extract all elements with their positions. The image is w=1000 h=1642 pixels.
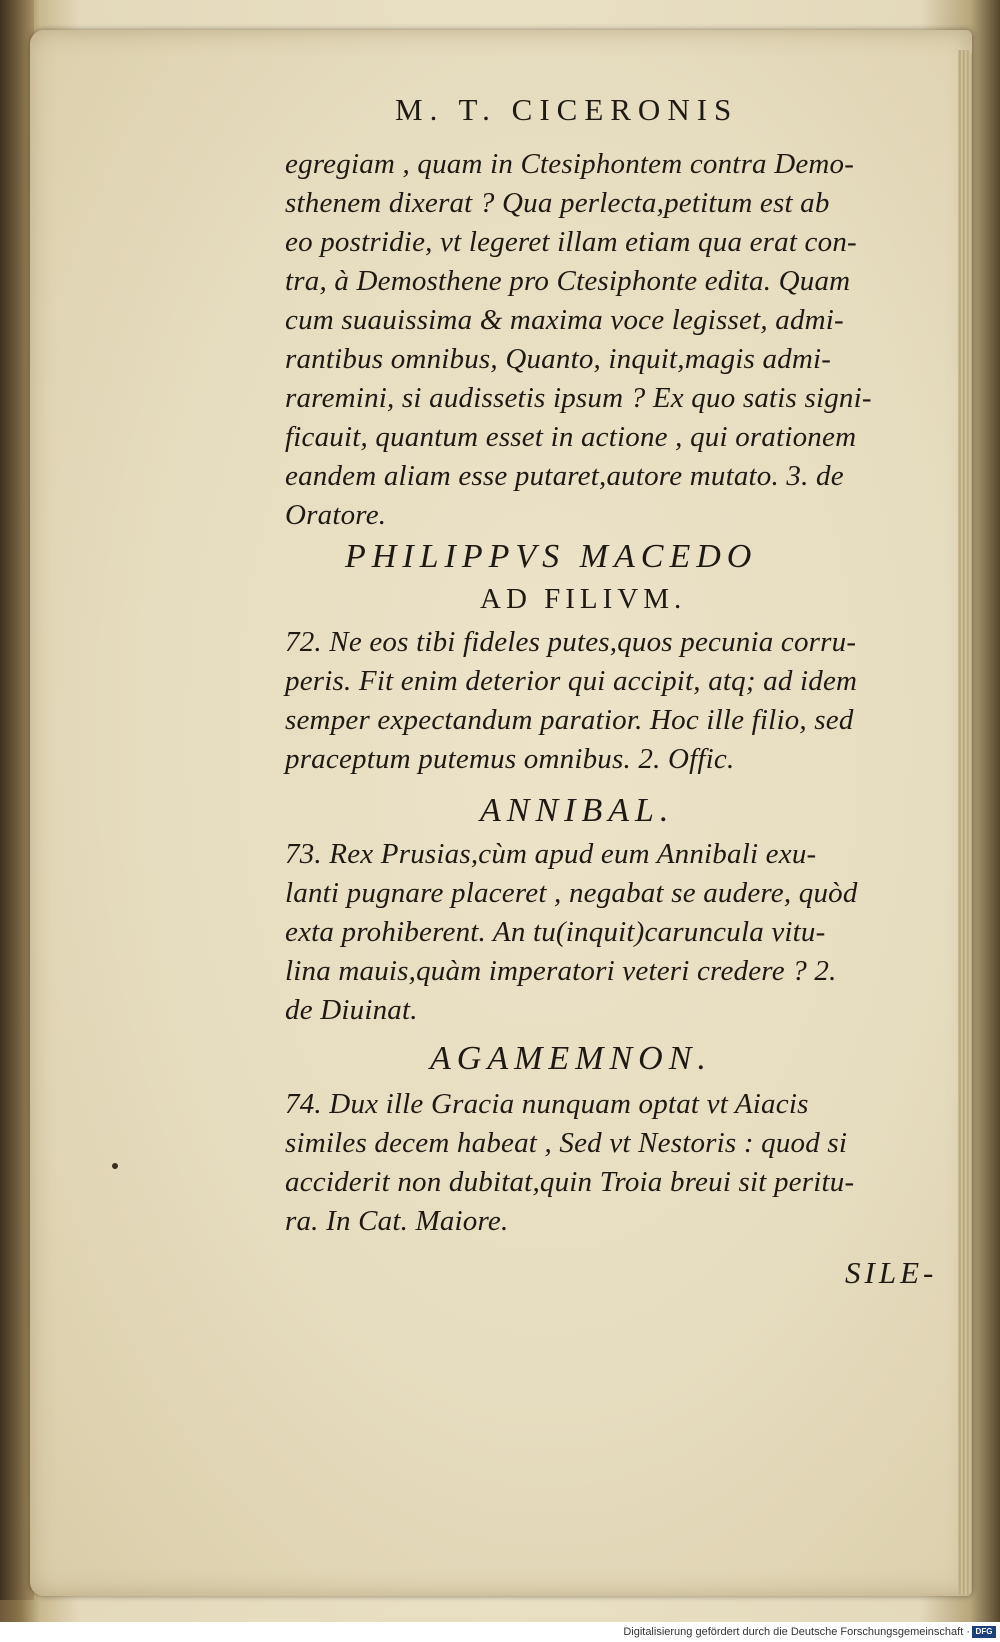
section-heading-agamemnon: AGAMEMNON. [430,1040,712,1077]
book-binding [0,0,34,1600]
text-line: lina mauis,quàm imperatori veteri credere ? 2. [285,955,837,987]
text-line: similes decem habeat , Sed vt Nestoris : quod si [285,1127,848,1159]
page-edge [958,50,972,1595]
text-line: de Diuinat. [285,994,418,1026]
section-heading-philippus: PHILIPPVS MACEDO [345,538,758,575]
text-line: rantibus omnibus, Quanto, inquit,magis admi- [285,343,832,375]
text-line: lanti pugnare placeret , negabat se audere, quòd [285,877,858,909]
text-line: eo postridie, vt legeret illam etiam qua erat con- [285,226,857,258]
ink-speck [112,1163,118,1169]
text-line: tra, à Demosthene pro Ctesiphonte edita. Quam [285,265,851,297]
section-subheading-ad-filium: AD FILIVM. [480,583,687,615]
text-line: exta prohiberent. An tu(inquit)caruncula vitu- [285,916,826,948]
funding-credit: Digitalisierung gefördert durch die Deutsche Forschungsgemeinschaft · [623,1626,970,1638]
dfg-logo: DFG [972,1626,996,1638]
text-line: acciderit non dubitat,quin Troia breui sit peritu- [285,1166,855,1198]
text-line: egregiam , quam in Ctesiphontem contra Demo- [285,148,855,180]
text-line: ficauit, quantum esset in actione , qui orationem [285,421,857,453]
text-line: semper expectandum paratior. Hoc ille filio, sed [285,704,854,736]
text-line: 72. Ne eos tibi fideles putes,quos pecunia corru- [285,626,857,658]
text-line: 73. Rex Prusias,cùm apud eum Annibali exu- [285,838,817,870]
text-line: 74. Dux ille Gracia nunquam optat vt Aiacis [285,1088,809,1120]
text-line: eandem aliam esse putaret,autore mutato. 3. de [285,460,844,492]
text-line: cum suauissima & maxima voce legisset, admi- [285,304,844,336]
running-head: M. T. CICERONIS [395,92,739,127]
text-line: Oratore. [285,499,387,531]
catchword: SILE- [845,1255,938,1290]
section-heading-annibal: ANNIBAL. [480,792,675,829]
text-line: ra. In Cat. Maiore. [285,1205,509,1237]
text-line: praceptum putemus omnibus. 2. Offic. [285,743,735,775]
text-line: raremini, si audissetis ipsum ? Ex quo satis signi- [285,382,872,414]
text-line: sthenem dixerat ? Qua perlecta,petitum est ab [285,187,830,219]
text-line: peris. Fit enim deterior qui accipit, atq; ad idem [285,665,858,697]
